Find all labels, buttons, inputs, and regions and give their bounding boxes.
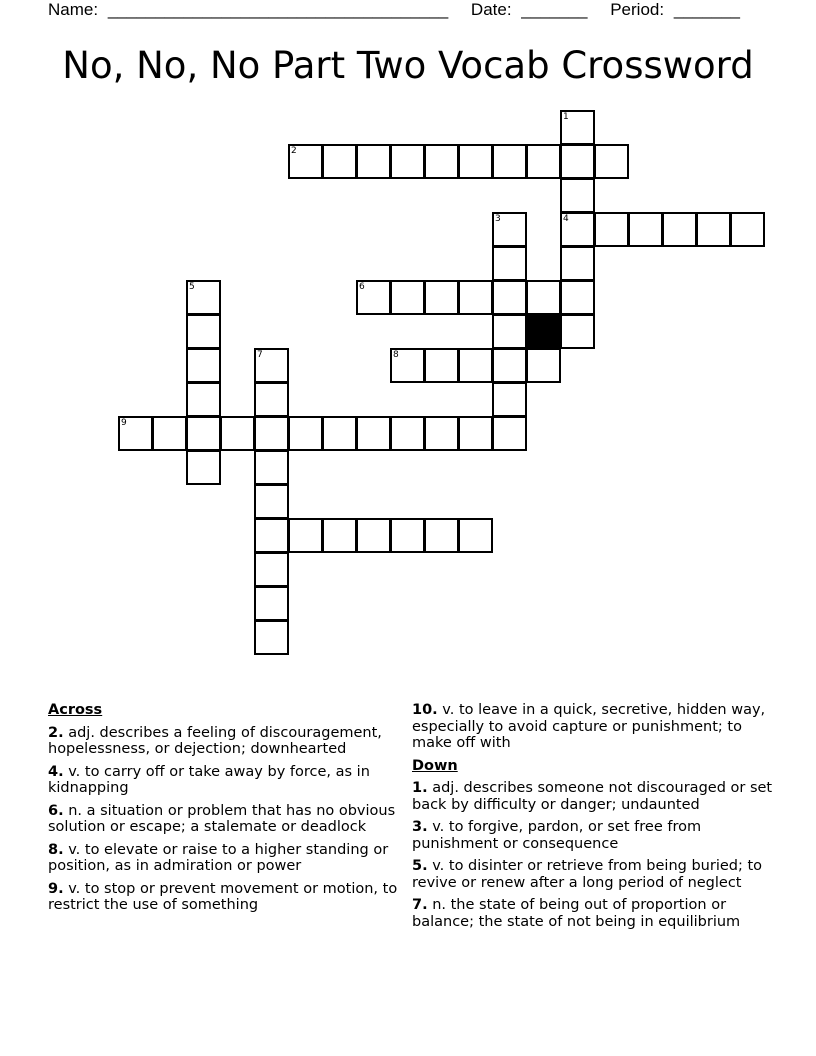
clue-across-6 [48,803,398,836]
crossword-cell[interactable] [254,416,289,451]
date-label: Date: [470,0,512,19]
crossword-black-cell [526,314,561,349]
clue-number-label: 6 [359,282,365,292]
crossword-cell[interactable] [526,348,561,383]
crossword-cell[interactable] [254,518,289,553]
crossword-cell[interactable] [560,314,595,349]
crossword-cell[interactable] [254,552,289,587]
clue-text: v. to stop or prevent movement or motion, to restrict the use of something [48,880,398,913]
crossword-cell[interactable] [356,416,391,451]
clues-left-column [48,700,398,914]
crossword-cell[interactable] [560,246,595,281]
clue-across-8 [48,842,398,875]
down-heading: Down [412,757,458,774]
crossword-cell[interactable] [594,144,629,179]
crossword-cell[interactable] [322,416,357,451]
crossword-cell[interactable] [560,178,595,213]
crossword-cell[interactable] [254,484,289,519]
clue-number-label: 7 [257,350,263,360]
crossword-cell[interactable] [254,382,289,417]
date-blank[interactable]: _______ [521,0,588,19]
clue-across-10 [412,702,777,752]
crossword-cell[interactable] [730,212,765,247]
clue-number-label: 1 [563,112,569,122]
crossword-cell[interactable] [390,280,425,315]
across-heading: Across [48,702,103,718]
crossword-cell[interactable] [492,246,527,281]
crossword-cell[interactable] [424,518,459,553]
crossword-cell[interactable] [492,382,527,417]
crossword-cell[interactable] [492,348,527,383]
crossword-cell[interactable] [492,144,527,179]
clue-number: 5. [412,858,428,874]
crossword-cell[interactable] [288,144,323,179]
crossword-cell[interactable] [390,416,425,451]
crossword-cell[interactable] [458,144,493,179]
crossword-cell[interactable] [458,416,493,451]
crossword-cell[interactable] [560,280,595,315]
clue-down-3 [412,819,777,852]
clue-number-label: 5 [189,282,195,292]
clue-number: 10. [412,702,438,718]
clue-number: 7. [412,897,428,913]
crossword-cell[interactable] [458,280,493,315]
clue-number: 9. [48,880,64,897]
crossword-cell[interactable] [288,416,323,451]
crossword-cell[interactable] [662,212,697,247]
clue-down-7 [412,897,777,930]
crossword-cell[interactable] [390,518,425,553]
crossword-cell[interactable] [390,348,425,383]
crossword-cell[interactable] [628,212,663,247]
crossword-cell[interactable] [186,314,221,349]
crossword-cell[interactable] [186,280,221,315]
crossword-cell[interactable] [390,144,425,179]
clue-text: v. to forgive, pardon, or set free from punishment or consequence [412,819,702,852]
crossword-cell[interactable] [356,518,391,553]
clue-text: adj. describes a feeling of discouragement, hopelessness, or dejection; downhearted [48,724,382,757]
crossword-cell[interactable] [560,144,595,179]
clues-right-column [412,700,777,930]
crossword-cell[interactable] [288,518,323,553]
clue-text: v. to carry off or take away by force, as in kidnapping [48,763,370,796]
crossword-cell[interactable] [424,416,459,451]
clue-number-label: 2 [291,146,297,156]
crossword-cell[interactable] [322,144,357,179]
crossword-cell[interactable] [458,518,493,553]
clue-text: v. to leave in a quick, secretive, hidden way, especially to avoid capture or punishment; to make off with [412,702,766,751]
clue-number-label: 4 [563,214,569,224]
crossword-cell[interactable] [492,314,527,349]
crossword-cell[interactable] [560,212,595,247]
clue-number-label: 9 [121,418,127,428]
clue-number: 3. [412,819,428,835]
crossword-cell[interactable] [254,620,289,655]
clue-number: 6. [48,802,64,819]
crossword-cell[interactable] [254,348,289,383]
crossword-cell[interactable] [152,416,187,451]
crossword-cell[interactable] [186,348,221,383]
crossword-cell[interactable] [594,212,629,247]
crossword-cell[interactable] [118,416,153,451]
clue-number: 4. [48,763,64,780]
clue-number: 1. [412,780,428,796]
crossword-cell[interactable] [186,382,221,417]
clue-text: n. a situation or problem that has no obvious solution or escape; a stalemate or deadlock [48,802,396,835]
crossword-cell[interactable] [356,144,391,179]
crossword-cell[interactable] [526,280,561,315]
clue-down-1 [412,780,777,813]
period-label: Period: [610,0,665,19]
clue-text: n. the state of being out of proportion or balance; the state of not being in equilibrium [412,897,741,930]
clue-across-9 [48,881,398,914]
crossword-cell[interactable] [492,280,527,315]
crossword-cell[interactable] [560,110,595,145]
crossword-cell[interactable] [526,144,561,179]
clue-number-label: 8 [393,350,399,360]
clue-text: v. to disinter or retrieve from being buried; to revive or renew after a long period of neglect [412,858,763,891]
crossword-cell[interactable] [424,280,459,315]
clue-across-2 [48,725,398,758]
crossword-cell[interactable] [186,450,221,485]
clue-text: v. to elevate or raise to a higher standing or position, as in admiration or power [48,841,389,874]
clue-number-label: 3 [495,214,501,224]
crossword-cell[interactable] [254,450,289,485]
clue-number: 8. [48,841,64,858]
crossword-cell[interactable] [492,416,527,451]
crossword-cell[interactable] [492,212,527,247]
clue-across-4 [48,764,398,797]
crossword-cell[interactable] [424,348,459,383]
clue-down-5 [412,858,777,891]
crossword-cell[interactable] [356,280,391,315]
name-label: Name: [48,0,99,19]
period-blank[interactable]: _______ [673,0,741,19]
page-title: No, No, No Part Two Vocab Crossword [62,44,754,87]
crossword-cell[interactable] [322,518,357,553]
crossword-cell[interactable] [696,212,731,247]
name-blank[interactable]: ____________________________________ [107,0,449,19]
clue-text: adj. describes someone not discouraged or set back by difficulty or danger; undaunted [412,780,773,813]
crossword-cell[interactable] [220,416,255,451]
crossword-cell[interactable] [458,348,493,383]
crossword-cell[interactable] [186,416,221,451]
crossword-cell[interactable] [254,586,289,621]
clue-number: 2. [48,724,64,741]
crossword-cell[interactable] [424,144,459,179]
